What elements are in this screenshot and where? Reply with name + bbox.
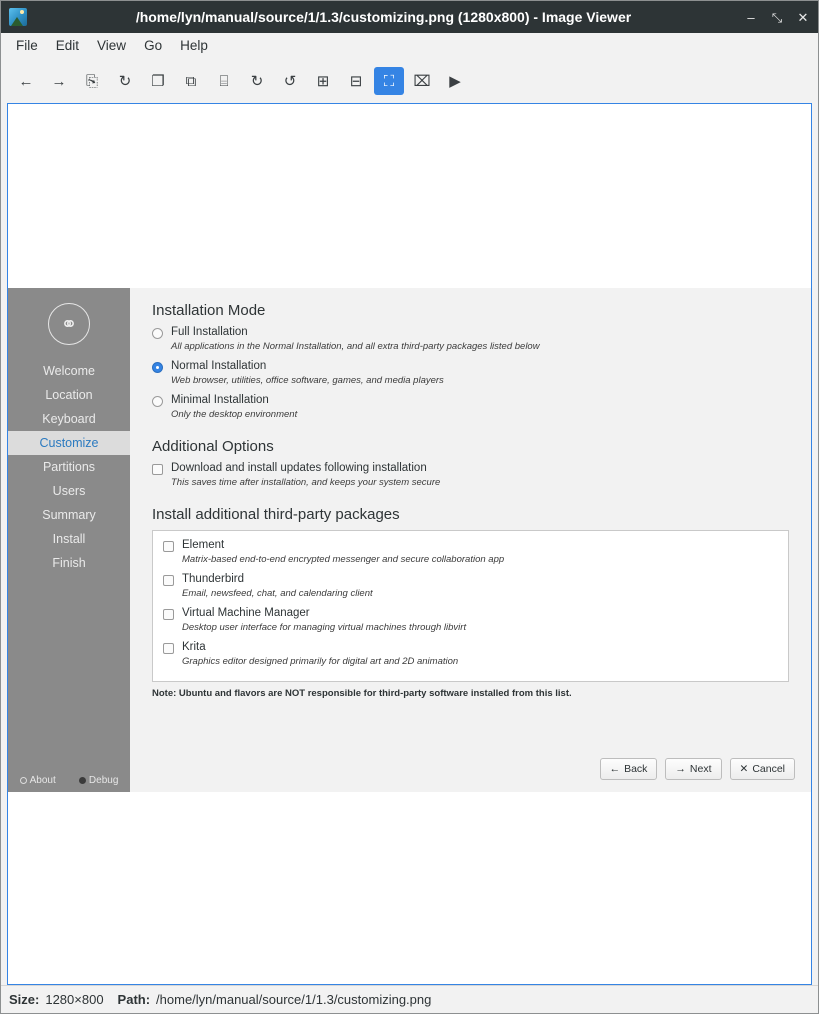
next-button[interactable]	[665, 758, 721, 780]
sidebar-item-users[interactable]: Users	[52, 484, 86, 498]
slideshow-button[interactable]	[440, 67, 470, 95]
titlebar	[1, 1, 818, 33]
arrow-left-icon: ←	[18, 72, 34, 90]
displayed-image	[8, 288, 811, 792]
option-label: Full Installation	[171, 326, 248, 338]
installer-nav-buttons	[600, 758, 795, 780]
option-normal-installation[interactable]	[152, 360, 789, 373]
about-button[interactable]: About	[20, 775, 56, 786]
menu-help[interactable]: Help	[180, 38, 208, 53]
installation-mode-title: Installation Mode	[152, 302, 266, 319]
statusbar	[1, 985, 818, 1013]
fit-to-window-button[interactable]	[374, 67, 404, 95]
image-canvas[interactable]	[7, 103, 812, 985]
sidebar-item-finish[interactable]: Finish	[52, 556, 86, 570]
about-icon	[20, 777, 27, 784]
sidebar-item-welcome[interactable]: Welcome	[43, 364, 95, 378]
zoom-out-icon: ⊟	[349, 72, 363, 90]
menu-file[interactable]: File	[16, 38, 38, 53]
path-label: Path:	[117, 992, 151, 1007]
save-as-icon: ❐	[151, 72, 165, 90]
list-item[interactable]	[163, 573, 778, 599]
package-description: Email, newsfeed, chat, and calendaring client	[182, 588, 373, 599]
toolbar	[1, 59, 818, 103]
zoom-in-button[interactable]	[308, 67, 338, 95]
option-description: Only the desktop environment	[171, 409, 298, 420]
additional-options-title: Additional Options	[152, 438, 274, 455]
window-controls	[734, 10, 810, 24]
installer-steps	[8, 359, 130, 575]
sidebar-item-install[interactable]: Install	[52, 532, 86, 546]
reload-button[interactable]	[110, 67, 140, 95]
sidebar-item-partitions[interactable]: Partitions	[42, 460, 96, 474]
checkbox-icon[interactable]	[163, 609, 174, 620]
rotate-left-button[interactable]	[275, 67, 305, 95]
installer-sidebar-footer	[8, 775, 130, 786]
third-party-package-list	[152, 530, 789, 682]
arrow-right-icon: →	[675, 763, 686, 775]
option-label: Normal Installation	[171, 360, 267, 372]
reload-icon: ↻	[118, 72, 132, 90]
checkbox-icon[interactable]	[152, 464, 163, 475]
copy-button[interactable]	[176, 67, 206, 95]
maximize-button[interactable]: ⤡	[771, 9, 783, 25]
cancel-button[interactable]	[730, 758, 796, 780]
radio-icon[interactable]	[152, 396, 163, 407]
option-download-updates[interactable]	[152, 462, 789, 475]
zoom-out-button[interactable]	[341, 67, 371, 95]
rotate-left-icon: ↺	[283, 72, 297, 90]
zoom-in-icon: ⊞	[316, 72, 330, 90]
menu-view[interactable]: View	[97, 38, 127, 53]
radio-icon[interactable]	[152, 328, 163, 339]
option-label: Minimal Installation	[171, 394, 269, 406]
arrow-left-icon: ←	[609, 763, 621, 775]
package-description: Desktop user interface for managing virtual machines through libvirt	[182, 622, 467, 633]
button-label: Back	[624, 763, 648, 775]
third-party-note: Note: Ubuntu and flavors are NOT responsible for third-party software installed from this list.	[152, 688, 572, 699]
option-description: Web browser, utilities, office software, games, and media players	[171, 375, 444, 386]
button-label: Next	[689, 763, 712, 775]
save-as-button[interactable]	[143, 67, 173, 95]
installer-content	[130, 288, 811, 792]
package-element[interactable]	[163, 539, 778, 552]
option-label: Download and install updates following installation	[171, 462, 427, 474]
close-icon: ✕	[739, 763, 749, 775]
third-party-title: Install additional third-party packages	[152, 506, 400, 523]
menu-edit[interactable]: Edit	[55, 38, 80, 53]
close-button[interactable]: ✕	[797, 9, 809, 25]
open-file-icon: ⎘	[85, 72, 98, 90]
size-value: 1280×800	[45, 992, 104, 1007]
rotate-right-icon: ↻	[250, 72, 264, 90]
package-krita[interactable]	[163, 641, 778, 654]
back-button[interactable]	[600, 758, 658, 780]
package-virtual-machine-manager[interactable]	[163, 607, 778, 620]
checkbox-icon[interactable]	[163, 541, 174, 552]
menu-go[interactable]: Go	[144, 38, 163, 53]
actual-size-icon: ⌧	[413, 72, 431, 90]
previous-image-button[interactable]	[11, 67, 41, 95]
fit-window-icon: ⛶	[383, 72, 395, 90]
package-label: Krita	[182, 641, 206, 653]
package-thunderbird[interactable]	[163, 573, 778, 586]
ubuntu-swirl-icon: ⚭	[48, 303, 90, 345]
sidebar-item-location[interactable]: Location	[45, 388, 93, 402]
paste-button[interactable]	[209, 67, 239, 95]
minimize-button[interactable]: –	[747, 9, 755, 25]
option-description: This saves time after installation, and keeps your system secure	[171, 477, 441, 488]
rotate-right-button[interactable]	[242, 67, 272, 95]
sidebar-item-customize[interactable]: Customize	[8, 431, 130, 455]
sidebar-item-summary[interactable]: Summary	[42, 508, 96, 522]
copy-icon: ⧉	[185, 72, 197, 90]
installer-sidebar	[8, 288, 130, 792]
size-label: Size:	[9, 992, 40, 1007]
list-item[interactable]	[163, 607, 778, 633]
arrow-right-icon: →	[51, 72, 67, 90]
button-label: Cancel	[752, 763, 785, 775]
image-viewer-icon	[9, 8, 27, 26]
package-label: Thunderbird	[182, 573, 245, 585]
debug-icon	[79, 777, 86, 784]
debug-button[interactable]: Debug	[79, 775, 118, 786]
package-label: Virtual Machine Manager	[182, 607, 310, 619]
package-description: Graphics editor designed primarily for digital art and 2D animation	[182, 656, 459, 667]
package-description: Matrix-based end-to-end encrypted messenger and secure collaboration app	[182, 554, 505, 565]
paste-icon: ⌸	[219, 72, 229, 90]
option-minimal-installation[interactable]	[152, 394, 789, 407]
menubar	[1, 33, 818, 59]
next-image-button[interactable]	[44, 67, 74, 95]
package-label: Element	[182, 539, 225, 551]
path-value: /home/lyn/manual/source/1/1.3/customizing.png	[156, 992, 432, 1007]
sidebar-item-keyboard[interactable]: Keyboard	[42, 412, 96, 426]
window-title: /home/lyn/manual/source/1/1.3/customizing.png (1280x800) - Image Viewer	[135, 9, 632, 25]
list-item[interactable]	[163, 539, 778, 565]
checkbox-icon[interactable]	[163, 643, 174, 654]
play-icon: ▶	[449, 72, 461, 90]
list-item[interactable]	[163, 641, 778, 667]
checkbox-icon[interactable]	[163, 575, 174, 586]
radio-icon[interactable]	[152, 362, 163, 373]
option-full-installation[interactable]	[152, 326, 789, 339]
open-file-button[interactable]	[77, 67, 107, 95]
option-description: All applications in the Normal Installation, and all extra third-party packages listed below	[171, 341, 540, 352]
actual-size-button[interactable]	[407, 67, 437, 95]
